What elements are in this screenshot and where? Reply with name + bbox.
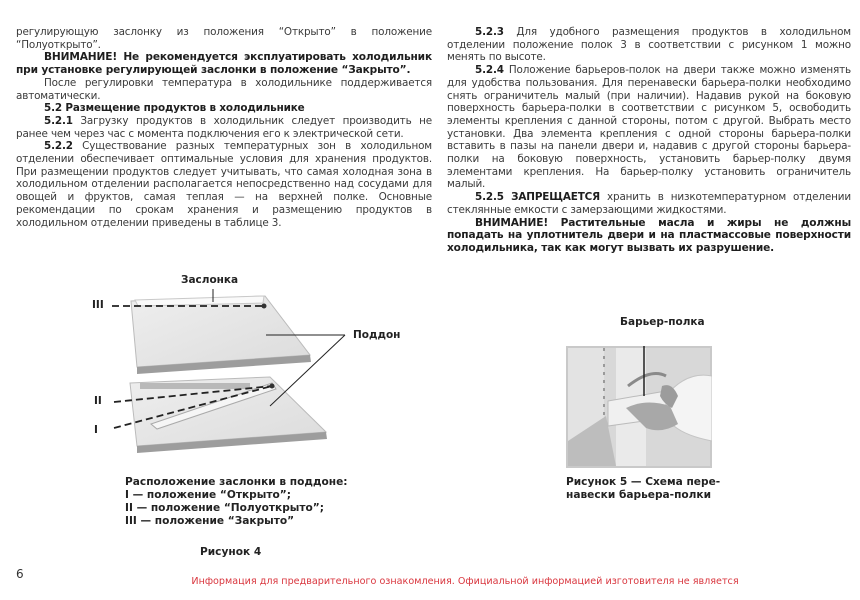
caption-line-2: навески барьера-полки — [566, 489, 712, 501]
clause-text: Существование разных температурных зон в холодильном отделении обеспечивает оптимальные условия для хранения продуктов. При размещении продуктов следует учитывать, что самая холодная зона в холодильном отделении располагается непосредственно над сосудами для овощей и фруктов, самая теплая — на верхней полке. Основные рекомендации по срокам хранения и размещению продуктов в холодильном отделении приведены в таблице 3. — [16, 140, 432, 229]
warning-oils-fats: ВНИМАНИЕ! Растительные масла и жиры не должны попадать на уплотнитель двери и на пластмассовые поверхности холодильника, так как могут вызвать их разрушение. — [447, 216, 851, 254]
section-heading-5-2: 5.2 Размещение продуктов в холодильнике — [44, 102, 305, 115]
clause-text: Для удобного размещения продуктов в холодильном отделении положение полок 3 в соответствии с рисунком 1 можно менять по высоте. — [447, 26, 851, 64]
caption-line-1: Рисунок 5 — Схема пере- — [566, 476, 721, 488]
footer-notice: Информация для предварительного ознакомления. Официальной информацией изготовителя не является — [191, 576, 739, 587]
clause-number: 5.2.2 — [44, 140, 73, 153]
caption-title: Расположение заслонки в поддоне: — [125, 476, 348, 488]
clause-number: 5.2.3 — [475, 26, 504, 38]
figure-4-title: Рисунок 4 — [200, 546, 262, 558]
caption-line-open: I — положение “Открыто”; — [125, 489, 291, 501]
clause-text: хранить в низкотемпературном отделении стеклянные емкости с замерзающими жидкостями. — [447, 191, 851, 216]
paragraph-continued: регулирующую заслонку из положения “Открыто” в положение “Полуоткрыто”. — [16, 26, 432, 51]
clause-number: 5.2.5 ЗАПРЕЩАЕТСЯ — [475, 191, 600, 204]
clause-text: Положение барьеров-полок на двери также можно изменять для удобства пользования. Для перенавески барьера-полки необходимо снять ограничитель малый (при наличии). Надавив рукой на боковую поверхность барьера-полки в соответствии с рисунком 5, освободить элементы крепления с данной стороны, потом с другой. Выбрать место установки. Два элемента крепления с одной стороны барьера-полки вставить в пазы на панели двери и, надавив с другой стороны барьера-полки на боковую поверхность, установить барьер-полку двумя элементами крепления. На барьер-полку установить ограничитель малый. — [447, 64, 851, 191]
clause-number: 5.2.4 — [475, 64, 504, 77]
label-position-III: III — [92, 299, 104, 311]
label-position-II: II — [94, 395, 102, 407]
label-position-I: I — [94, 424, 98, 436]
page-number: 6 — [16, 567, 24, 581]
label-damper: Заслонка — [181, 274, 239, 286]
caption-line-closed: III — положение “Закрыто” — [125, 515, 295, 527]
caption-line-half-open: II — положение “Полуоткрыто”; — [125, 502, 324, 514]
door-shelf-photo — [566, 346, 712, 468]
figure-5-caption — [566, 476, 720, 502]
paragraph-auto-temperature: После регулировки температура в холодильнике поддерживается автоматически. — [16, 76, 432, 102]
clause-number: 5.2.1 — [44, 114, 73, 127]
label-tray: Поддон — [353, 329, 401, 341]
warning-closed-position: ВНИМАНИЕ! Не рекомендуется эксплуатировать холодильник при установке регулирующей заслонки в положение “Закрыто”. — [16, 51, 432, 77]
label-door-shelf: Барьер-полка — [620, 316, 705, 328]
clause-text: Загрузку продуктов в холодильник следует производить не ранее чем через час с момента подключения его к электрической сети. — [16, 114, 432, 140]
